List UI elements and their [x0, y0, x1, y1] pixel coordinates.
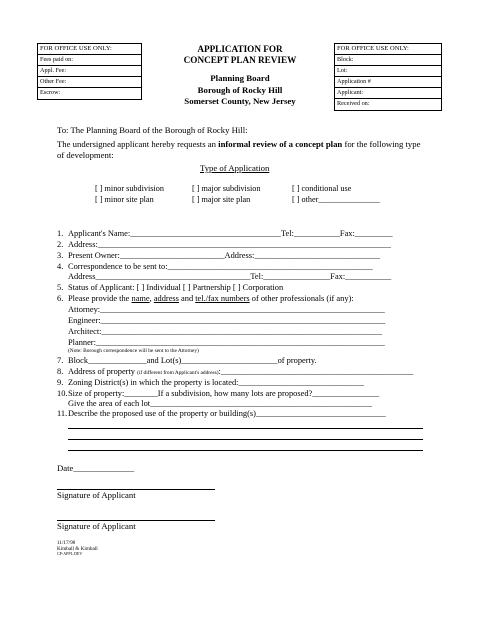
present-owner-field[interactable]: Present Owner:_________________________Address:______________________________: [68, 251, 380, 260]
proposed-use-field[interactable]: Describe the proposed use of the property or building(s)_______________________________: [68, 409, 386, 418]
professionals-text: and: [178, 294, 196, 303]
address-field[interactable]: Address:______________________________________________________________________: [68, 240, 391, 249]
size-of-property-field[interactable]: Size of property:________If a subdivision, how many lots are proposed?________________: [68, 389, 380, 398]
engineer-field[interactable]: Engineer:____________________________________________________________________: [68, 316, 386, 325]
item-number: 3.: [57, 251, 64, 260]
item-property-address[interactable]: [57, 367, 413, 378]
item-correspondence[interactable]: [57, 262, 373, 272]
planner-field[interactable]: Planner:_____________________________________________________________________: [68, 338, 385, 347]
item-proposed-use[interactable]: [57, 409, 386, 419]
item-zoning-district[interactable]: [57, 378, 364, 388]
item-number: 6.: [57, 294, 64, 303]
received-on-field[interactable]: Received on:: [337, 100, 370, 107]
professionals-tel-underlined: tel./fax numbers: [195, 294, 250, 303]
option-other[interactable]: [ ] other_______________: [292, 195, 380, 204]
item-number: 9.: [57, 378, 64, 387]
applicant-field[interactable]: Applicant:: [335, 88, 441, 99]
intro-before: The undersigned applicant hereby requests an: [57, 139, 219, 149]
item-size-of-property[interactable]: [57, 389, 379, 399]
attorney-note: (Note: Borough correspondence will be sent to the Attorney): [68, 348, 199, 354]
professionals-address-underlined: address: [153, 294, 179, 303]
professionals-text: ,: [149, 294, 154, 303]
option-conditional-use[interactable]: [ ] conditional use: [292, 184, 352, 193]
appl-fee-field[interactable]: Appl. Fee:: [38, 66, 141, 77]
signature-label-2: Signature of Applicant: [57, 521, 136, 531]
property-address-qualifier: (if different from Applicant's address): [137, 370, 219, 376]
attorney-field[interactable]: Attorney:____________________________________________________________________: [68, 305, 385, 314]
area-of-each-lot-field[interactable]: Give the area of each lot_____________________________________________________: [68, 399, 373, 408]
applicant-name-field[interactable]: Applicant's Name:____________________________________Tel:___________Fax:_________: [68, 229, 393, 238]
item-status-of-applicant[interactable]: [57, 283, 283, 293]
item-number: 8.: [57, 367, 64, 376]
title-line-3: Planning Board: [210, 73, 270, 83]
option-minor-subdivision[interactable]: [ ] minor subdivision: [95, 184, 164, 193]
title-line-2: CONCEPT PLAN REVIEW: [183, 55, 297, 65]
fees-paid-field[interactable]: Fees paid on:: [38, 55, 141, 66]
office-use-box-right: [334, 43, 442, 111]
architect-field[interactable]: Architect:___________________________________________________________________: [68, 327, 383, 336]
professionals-text: Please provide the: [68, 294, 132, 303]
title-line-5: Somerset County, New Jersey: [184, 96, 296, 106]
item-present-owner[interactable]: [57, 251, 380, 261]
footer-firm: Kimball & Kimball: [57, 546, 98, 552]
correspondence-field[interactable]: Correspondence to be sent to:_________________________________________________: [68, 262, 373, 271]
other-fee-field[interactable]: Other Fee:: [38, 77, 141, 88]
block-lot-field[interactable]: Block______________and Lot(s)_______________________of property.: [68, 356, 317, 365]
description-line[interactable]: [68, 450, 423, 451]
professionals-name-underlined: name: [131, 294, 150, 303]
document-title: [150, 44, 330, 108]
property-address-field[interactable]: :______________________________________________: [218, 367, 414, 376]
item-number: 7.: [57, 356, 64, 365]
signature-label-1: Signature of Applicant: [57, 490, 136, 500]
office-use-header: FOR OFFICE USE ONLY:: [38, 44, 141, 55]
option-minor-site-plan[interactable]: [ ] minor site plan: [95, 195, 154, 204]
date-field[interactable]: Date______________: [57, 463, 135, 473]
block-field[interactable]: Block:: [335, 55, 441, 66]
item-applicant-name[interactable]: [57, 229, 393, 239]
option-major-site-plan[interactable]: [ ] major site plan: [192, 195, 251, 204]
item-number: 4.: [57, 262, 64, 271]
type-of-application-heading: Type of Application: [200, 163, 270, 173]
property-address-label: Address of property: [68, 367, 138, 376]
title-line-1: APPLICATION FOR: [197, 44, 283, 54]
option-major-subdivision[interactable]: [ ] major subdivision: [192, 184, 261, 193]
item-number: 2.: [57, 240, 64, 249]
intro-paragraph: [57, 139, 429, 161]
intro-after: for the following type of development:: [57, 139, 421, 160]
description-line[interactable]: [68, 428, 423, 429]
item-number: 5.: [57, 283, 64, 292]
item-number: 10.: [57, 389, 68, 398]
intro-bold: informal review of a concept plan: [218, 139, 343, 149]
office-use-header: FOR OFFICE USE ONLY:: [335, 44, 441, 55]
professionals-text: of other professionals (if any):: [249, 294, 354, 303]
status-of-applicant-field[interactable]: Status of Applicant: [ ] Individual [ ] Partnership [ ] Corporation: [68, 283, 284, 292]
to-line: To: The Planning Board of the Borough of Rocky Hill:: [57, 125, 248, 135]
description-line[interactable]: [68, 439, 423, 440]
office-use-box-left: [37, 43, 142, 100]
item-block-lot[interactable]: [57, 356, 317, 366]
lot-field[interactable]: Lot:: [335, 66, 441, 77]
footer-code: CP-APPL.DEV: [57, 551, 83, 556]
zoning-district-field[interactable]: Zoning District(s) in which the property is located:______________________________: [68, 378, 365, 387]
item-number: 1.: [57, 229, 64, 238]
escrow-field[interactable]: Escrow:: [40, 89, 61, 96]
item-number: 11.: [57, 409, 68, 418]
application-number-field[interactable]: Application #: [335, 77, 441, 88]
correspondence-address-field[interactable]: Address_____________________________________Tel:________________Fax:___________: [68, 272, 392, 281]
footer-date: 11/17/98: [57, 540, 76, 546]
item-address[interactable]: [57, 240, 391, 250]
item-other-professionals: [57, 294, 354, 304]
title-line-4: Borough of Rocky Hill: [197, 84, 283, 95]
